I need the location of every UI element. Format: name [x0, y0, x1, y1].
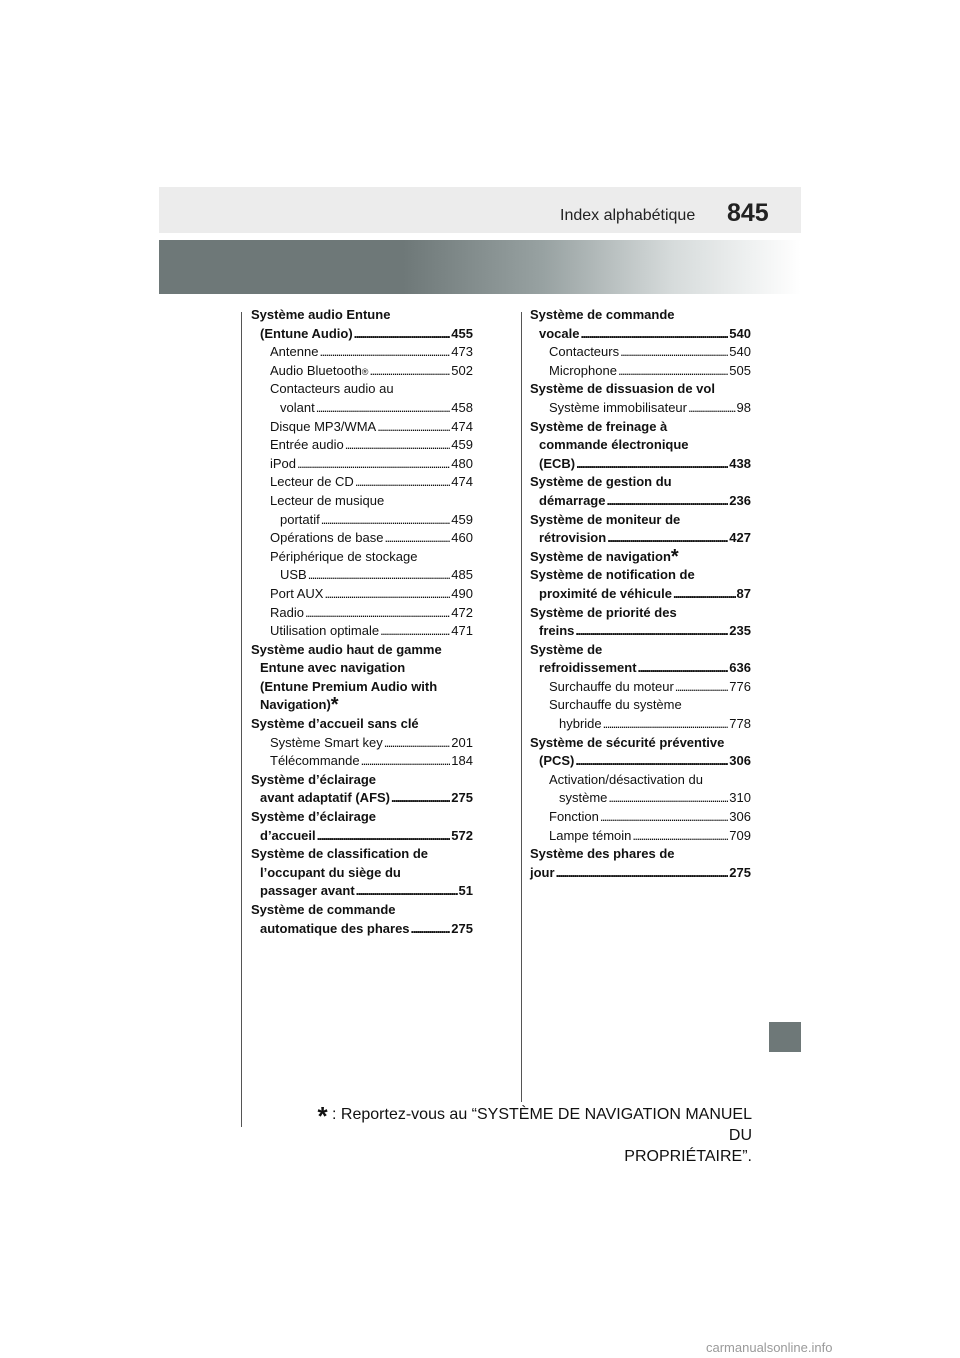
index-entry	[530, 752, 751, 771]
entry-text: refroidissement	[539, 660, 637, 676]
leader-dots	[632, 827, 728, 846]
leader-dots	[688, 399, 736, 418]
page-ref: 474	[451, 474, 473, 490]
index-entry	[530, 418, 751, 437]
entry-text: iPod	[270, 455, 297, 471]
index-entry	[530, 325, 751, 344]
index-entry	[530, 604, 751, 623]
entry-text: Antenne	[270, 344, 319, 360]
page-ref: 471	[451, 623, 473, 639]
entry-text: Système d’éclairage	[251, 809, 377, 825]
page-ref: 306	[729, 809, 751, 825]
leader-dots	[618, 362, 728, 381]
index-entry	[251, 920, 473, 939]
footnote-line-2: PROPRIÉTAIRE”.	[624, 1148, 752, 1165]
entry-text: Système de dissuasion de vol	[530, 381, 715, 397]
index-entry	[251, 585, 473, 604]
entry-text: USB	[280, 567, 307, 583]
index-entry	[530, 529, 751, 548]
page-ref: 778	[729, 716, 751, 732]
page-ref: 473	[451, 344, 473, 360]
page-ref: 709	[729, 827, 751, 843]
page-ref: 485	[451, 567, 473, 583]
page-ref: 455	[451, 325, 473, 341]
entry-text: (PCS)	[539, 753, 575, 769]
entry-text: proximité de véhicule	[539, 585, 672, 601]
entry-text: Système Smart key	[270, 734, 383, 750]
entry-text: Fonction	[549, 809, 599, 825]
leader-dots	[384, 529, 450, 548]
page-number: 845	[727, 199, 769, 227]
index-entry	[530, 585, 751, 604]
entry-text: Télécommande	[270, 753, 360, 769]
entry-text: vocale	[539, 325, 580, 341]
page-ref: 184	[451, 753, 473, 769]
entry-text: passager avant	[260, 883, 355, 899]
index-entry	[251, 771, 473, 790]
index-entry	[251, 659, 473, 678]
entry-text: automatique des phares	[260, 920, 410, 936]
entry-text: Périphérique de stockage	[270, 548, 418, 564]
index-entry	[530, 696, 751, 715]
index-entry	[530, 380, 751, 399]
page-ref: 438	[729, 455, 751, 471]
entry-text: Contacteurs audio au	[270, 381, 394, 397]
watermark: carmanualsonline.info	[706, 1340, 833, 1355]
page-ref: 275	[451, 920, 473, 936]
page-ref: 275	[729, 864, 751, 880]
left-rule	[241, 312, 242, 1127]
index-entry	[530, 845, 751, 864]
leader-dots	[297, 455, 450, 474]
entry-text: Disque MP3/WMA	[270, 418, 377, 434]
entry-text: Navigation)	[260, 697, 331, 713]
page-ref: 459	[451, 437, 473, 453]
index-column-1	[251, 306, 473, 938]
page-ref: 427	[729, 530, 751, 546]
leader-dots	[361, 752, 451, 771]
leader-dots	[580, 325, 728, 344]
index-entry	[251, 473, 473, 492]
index-entry: Système de navigation *	[530, 545, 679, 568]
index-entry	[530, 511, 751, 530]
page-ref: 776	[729, 678, 751, 694]
leader-dots	[620, 343, 728, 362]
index-entry	[530, 864, 751, 883]
index-entry	[251, 380, 473, 399]
footnote-line-1: : Reportez-vous au “SYSTÈME DE NAVIGATION MANUEL DU	[332, 1106, 752, 1144]
index-entry	[530, 808, 751, 827]
page-ref: 236	[729, 492, 751, 508]
leader-dots	[391, 789, 450, 808]
entry-text: Système audio Entune	[251, 307, 391, 322]
entry-text: Système de freinage à	[530, 418, 668, 434]
index-entry	[251, 901, 473, 920]
index-entry	[530, 362, 751, 381]
entry-text: avant adaptatif (AFS)	[260, 790, 391, 806]
page-ref: 540	[729, 344, 751, 360]
index-entry	[530, 473, 751, 492]
leader-dots	[356, 882, 458, 901]
leader-dots	[345, 436, 451, 455]
entry-text: Système immobilisateur	[549, 399, 687, 415]
entry-text: système	[559, 790, 608, 806]
index-entry	[530, 436, 751, 455]
header-band	[159, 187, 801, 233]
entry-text: Système de navigation	[530, 548, 671, 564]
section-title: Index alphabétique	[560, 207, 696, 224]
entry-text: Système des phares de	[530, 846, 675, 862]
page-ref: 459	[451, 511, 473, 527]
entry-text: rétrovision	[539, 530, 607, 546]
entry-text: (Entune Premium Audio with	[260, 678, 438, 694]
index-entry	[530, 641, 751, 660]
leader-dots	[638, 659, 729, 678]
page-ref: 306	[729, 753, 751, 769]
entry-text: Port AUX	[270, 585, 324, 601]
entry-text: Système de moniteur de	[530, 511, 681, 527]
index-entry	[251, 529, 473, 548]
leader-dots	[600, 808, 728, 827]
leader-dots	[380, 622, 450, 641]
entry-text: portatif	[280, 511, 320, 527]
page-ref: 505	[729, 362, 751, 378]
page-ref: 275	[451, 790, 473, 806]
index-entry	[251, 306, 473, 325]
index-entry: Audio Bluetooth ® . . . 502	[251, 362, 473, 381]
index-entry	[530, 659, 751, 678]
leader-dots	[576, 455, 728, 474]
index-entry	[251, 752, 473, 771]
entry-text: Lecteur de musique	[270, 492, 385, 508]
entry-text: Système de sécurité préventive	[530, 734, 725, 750]
entry-text: Système de commande	[530, 307, 675, 322]
entry-text: Système de	[530, 641, 603, 657]
page-ref: 98	[736, 399, 751, 415]
page-ref: 540	[729, 325, 751, 341]
index-entry	[251, 845, 473, 864]
entry-text: Système de classification de	[251, 846, 429, 862]
index-column-2	[530, 306, 751, 882]
index-entry	[251, 604, 473, 623]
index-entry	[251, 566, 473, 585]
entry-text: Surchauffe du moteur	[549, 678, 674, 694]
index-entry	[251, 808, 473, 827]
leader-dots	[384, 734, 451, 753]
page-ref: 490	[451, 585, 473, 601]
index-entry	[251, 492, 473, 511]
entry-text: Système d’éclairage	[251, 771, 377, 787]
page-ref: 235	[729, 623, 751, 639]
index-entry	[530, 399, 751, 418]
index-entry	[251, 827, 473, 846]
leader-dots	[316, 399, 451, 418]
index-entry	[251, 678, 473, 697]
leader-dots	[324, 585, 450, 604]
entry-text: Système de commande	[251, 902, 396, 917]
entry-text: Système de priorité des	[530, 604, 677, 620]
leader-dots	[321, 511, 451, 530]
entry-text: Utilisation optimale	[270, 623, 380, 639]
entry-text: Entune avec navigation	[260, 660, 406, 676]
index-entry	[251, 715, 473, 734]
entry-text: d’accueil	[260, 827, 316, 843]
leader-dots	[308, 566, 451, 585]
entry-text: Système de gestion du	[530, 474, 672, 490]
entry-text: démarrage	[539, 492, 606, 508]
entry-text: Système d’accueil sans clé	[251, 716, 419, 732]
index-entry	[530, 789, 751, 808]
entry-text: hybride	[559, 716, 602, 732]
entry-text: Opérations de base	[270, 530, 384, 546]
index-entry	[530, 827, 751, 846]
index-entry	[251, 734, 473, 753]
index-entry	[251, 343, 473, 362]
index-entry	[530, 343, 751, 362]
page-ref: 310	[729, 790, 751, 806]
entry-text: Lecteur de CD	[270, 474, 354, 490]
entry-text: (Entune Audio)	[260, 325, 353, 341]
page-ref: 480	[451, 455, 473, 471]
index-entry	[530, 622, 751, 641]
entry-text: volant	[280, 399, 315, 415]
entry-text: Activation/désactivation du	[549, 771, 703, 787]
entry-text: Système de notification de	[530, 567, 695, 583]
index-entry	[530, 455, 751, 474]
page-ref: 51	[458, 883, 473, 899]
index-entry	[251, 548, 473, 567]
leader-dots	[603, 715, 729, 734]
page-ref: 460	[451, 530, 473, 546]
index-entry	[530, 492, 751, 511]
index-entry	[530, 678, 751, 697]
page-ref: 201	[451, 734, 473, 750]
leader-dots	[355, 473, 450, 492]
entry-text: l’occupant du siège du	[260, 864, 401, 880]
index-entry	[530, 306, 751, 325]
index-entry	[251, 511, 473, 530]
page-ref: 87	[736, 585, 751, 601]
leader-dots	[575, 752, 728, 771]
entry-text: Microphone	[549, 362, 617, 378]
leader-dots	[319, 343, 450, 362]
entry-text: Entrée audio	[270, 437, 344, 453]
index-entry	[251, 436, 473, 455]
leader-dots	[607, 529, 728, 548]
index-entry	[251, 622, 473, 641]
index-entry	[251, 641, 473, 660]
leader-dots	[675, 678, 729, 697]
footnote-star: *	[317, 1101, 328, 1131]
index-entry	[530, 715, 751, 734]
page-ref: 572	[451, 827, 473, 843]
index-entry	[251, 864, 473, 883]
index-entry	[251, 325, 473, 344]
entry-text: Audio Bluetooth	[270, 362, 362, 378]
entry-text: Lampe témoin	[549, 827, 632, 843]
leader-dots	[556, 864, 729, 883]
entry-text: freins	[539, 623, 575, 639]
leader-dots	[606, 492, 728, 511]
leader-dots	[317, 827, 451, 846]
index-entry	[251, 399, 473, 418]
leader-dots	[377, 418, 450, 437]
index-entry: Navigation) *	[260, 694, 339, 717]
page-ref: 458	[451, 399, 473, 415]
decorative-gradient-band	[159, 240, 801, 294]
leader-dots	[575, 622, 728, 641]
leader-dots	[411, 920, 451, 939]
column-divider	[521, 312, 522, 1102]
index-entry	[251, 882, 473, 901]
entry-text: jour	[530, 864, 555, 880]
page-ref: 474	[451, 418, 473, 434]
footnote	[300, 1101, 752, 1167]
entry-text: Contacteurs	[549, 344, 620, 360]
entry-text: Système audio haut de gamme	[251, 641, 442, 657]
leader-dots	[305, 604, 450, 623]
entry-text: Surchauffe du système	[549, 697, 682, 713]
index-entry	[251, 789, 473, 808]
chapter-tab	[769, 1022, 801, 1052]
entry-text: Radio	[270, 604, 304, 620]
entry-text: commande électronique	[539, 437, 689, 453]
leader-dots	[608, 789, 728, 808]
index-entry	[530, 734, 751, 753]
index-entry	[251, 418, 473, 437]
entry-text: (ECB)	[539, 455, 576, 471]
index-entry	[530, 771, 751, 790]
leader-dots	[369, 362, 450, 381]
page-ref: 472	[451, 604, 473, 620]
index-entry	[530, 566, 751, 585]
leader-dots	[673, 585, 736, 604]
page-ref: 502	[451, 362, 473, 378]
index-entry	[251, 455, 473, 474]
leader-dots	[354, 325, 451, 344]
page-ref: 636	[729, 660, 751, 676]
